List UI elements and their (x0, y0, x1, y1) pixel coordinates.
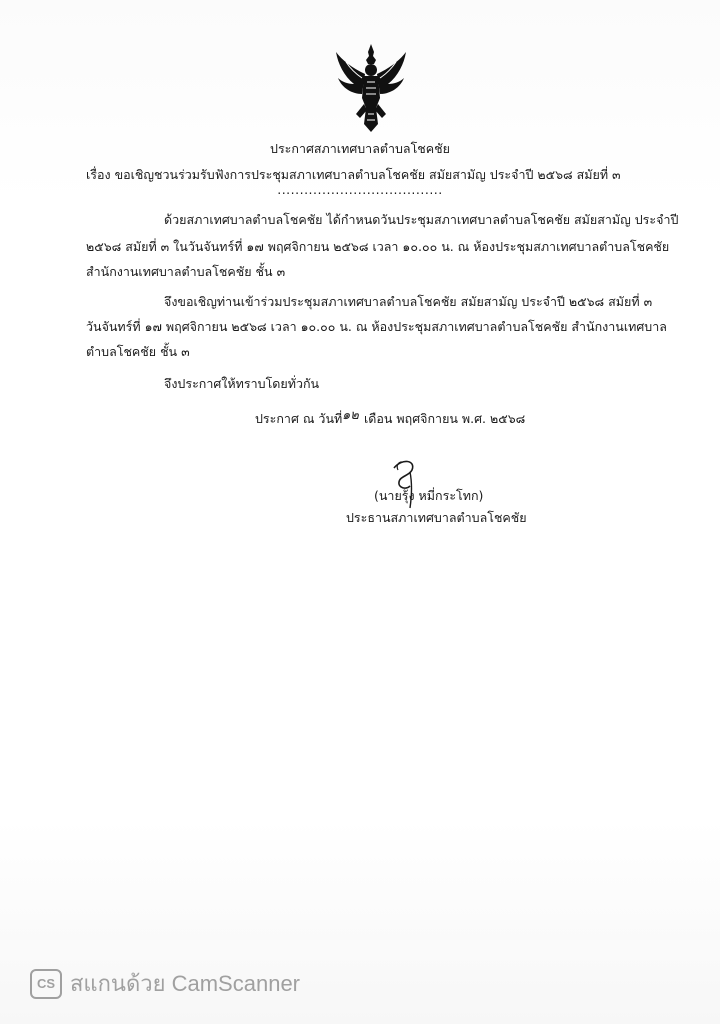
watermark-text: สแกนด้วย CamScanner (70, 971, 301, 996)
paragraph-2-line-1: จึงขอเชิญท่านเข้าร่วมประชุมสภาเทศบาลตำบลโชคชัย สมัยสามัญ ประจำปี ๒๕๖๘ สมัยที่ ๓ (164, 294, 653, 309)
subject-line: เรื่อง ขอเชิญชวนร่วมรับฟังการประชุมสภาเทศบาลตำบลโชคชัย สมัยสามัญ ประจำปี ๒๕๖๘ สมัยที่ ๓ (86, 167, 621, 182)
announce-day-handwritten: ๑๒ (342, 408, 359, 423)
garuda-emblem-icon (330, 42, 412, 134)
paragraph-1-line-2: ๒๕๖๘ สมัยที่ ๓ ในวันจันทร์ที่ ๑๗ พฤศจิกายน ๒๕๖๘ เวลา ๑๐.๐๐ น. ณ ห้องประชุมสภาเทศบาลตำบลโชคชัย (86, 239, 670, 254)
separator-dots: ..................................... (277, 182, 443, 197)
signatory-name: (นายรุ้ง หมี่กระโทก) (374, 488, 484, 503)
scanner-watermark (30, 966, 300, 1001)
paragraph-2-line-3: ตำบลโชคชัย ชั้น ๓ (86, 344, 190, 359)
announce-date-month: เดือน พฤศจิกายน พ.ศ. ๒๕๖๘ (364, 411, 526, 426)
closing-statement: จึงประกาศให้ทราบโดยทั่วกัน (164, 376, 320, 391)
camscanner-logo-icon: CS (30, 969, 62, 999)
document-title: ประกาศสภาเทศบาลตำบลโชคชัย (270, 141, 450, 156)
paragraph-1-line-1: ด้วยสภาเทศบาลตำบลโชคชัย ได้กำหนดวันประชุมสภาเทศบาลตำบลโชคชัย สมัยสามัญ ประจำปี (164, 212, 679, 227)
signatory-position: ประธานสภาเทศบาลตำบลโชคชัย (346, 510, 527, 525)
announce-date-prefix: ประกาศ ณ วันที่ (255, 411, 343, 426)
signature-mark (372, 452, 432, 512)
paragraph-1-line-3: สำนักงานเทศบาลตำบลโชคชัย ชั้น ๓ (86, 264, 286, 279)
paragraph-2-line-2: วันจันทร์ที่ ๑๗ พฤศจิกายน ๒๕๖๘ เวลา ๑๐.๐๐ น. ณ ห้องประชุมสภาเทศบาลตำบลโชคชัย สำนักงานเทศบาล (86, 319, 667, 334)
